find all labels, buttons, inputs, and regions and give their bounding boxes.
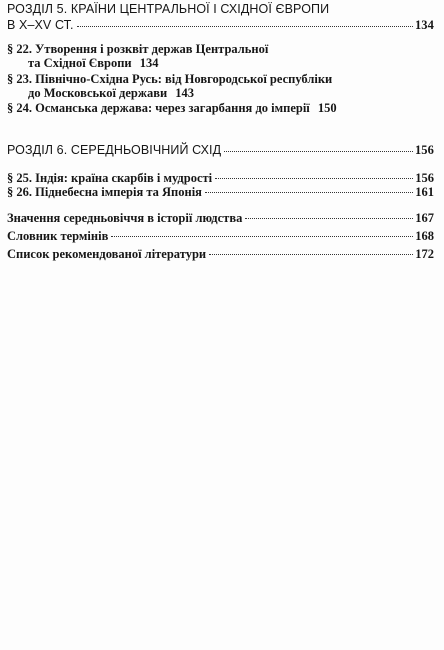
toc-entry-significance-row <box>7 211 434 225</box>
toc-entry-significance-title: Значення середньовіччя в історії людства <box>7 211 243 225</box>
toc-entry-23-row <box>7 86 444 100</box>
toc-entry-25-row <box>7 171 434 185</box>
toc-entry-glossary-row <box>7 229 434 243</box>
leader-dots <box>224 151 413 152</box>
toc-entry-24 <box>7 101 434 115</box>
toc-entry-literature-title: Список рекомендованої літератури <box>7 247 207 261</box>
leader-dots <box>209 254 413 255</box>
toc-entry-literature-page: 172 <box>415 247 434 261</box>
toc-entry-26-title: § 26. Піднебесна імперія та Японія <box>7 185 202 199</box>
leader-dots <box>215 178 413 179</box>
toc-entry-22-row <box>7 56 444 70</box>
section-5-heading <box>7 1 434 33</box>
toc-entry-26 <box>7 185 434 199</box>
toc-entry-glossary-page: 168 <box>415 229 434 243</box>
toc-entry-25-title: § 25. Індія: країна скарбів і мудрості <box>7 171 213 185</box>
section-5-page-number: 134 <box>414 18 434 32</box>
toc-entry-24-row <box>7 101 434 115</box>
section-5-title-row <box>7 17 434 33</box>
toc-entry-22-page: 134 <box>139 56 159 70</box>
toc-entry-23 <box>7 72 434 100</box>
section-6-title-row <box>7 142 434 158</box>
toc-entry-26-row <box>7 185 434 199</box>
leader-dots <box>111 236 413 237</box>
toc-entry-26-page: 161 <box>415 185 434 199</box>
section-6-title: РОЗДІЛ 6. СЕРЕДНЬОВІЧНИЙ СХІД <box>7 143 222 157</box>
toc-entry-24-page: 150 <box>317 101 337 115</box>
toc-entry-25 <box>7 171 434 185</box>
leader-dots <box>245 218 413 219</box>
toc-entry-24-title: § 24. Османська держава: через загарбання до імперії <box>7 101 310 115</box>
section-5-title-line1: РОЗДІЛ 5. КРАЇНИ ЦЕНТРАЛЬНОЇ І СХІДНОЇ ЄВРОПИ <box>7 2 330 16</box>
toc-entry-23-page: 143 <box>175 86 195 100</box>
toc-entry-literature <box>7 247 434 261</box>
toc-entry-significance <box>7 211 434 225</box>
toc-entry-literature-row <box>7 247 434 261</box>
toc-entry-22-line1: § 22. Утворення і розквіт держав Центральної <box>7 42 269 56</box>
toc-entry-23-line1: § 23. Північно-Східна Русь: від Новгородської республіки <box>7 72 333 86</box>
section-6-page-number: 156 <box>414 143 434 157</box>
toc-entry-glossary-title: Словник термінів <box>7 229 109 243</box>
toc-entry-22-line2: та Східної Європи <box>28 56 132 70</box>
toc-entry-22 <box>7 42 434 70</box>
section-6-heading <box>7 142 434 158</box>
leader-dots <box>205 192 413 193</box>
toc-entry-significance-page: 167 <box>415 211 434 225</box>
toc-entry-25-page: 156 <box>415 171 434 185</box>
toc-entry-glossary <box>7 229 434 243</box>
toc-entry-23-line2: до Московської держави <box>28 86 168 100</box>
section-5-title-line2: В Х–XV СТ. <box>7 18 74 32</box>
leader-dots <box>77 26 413 27</box>
